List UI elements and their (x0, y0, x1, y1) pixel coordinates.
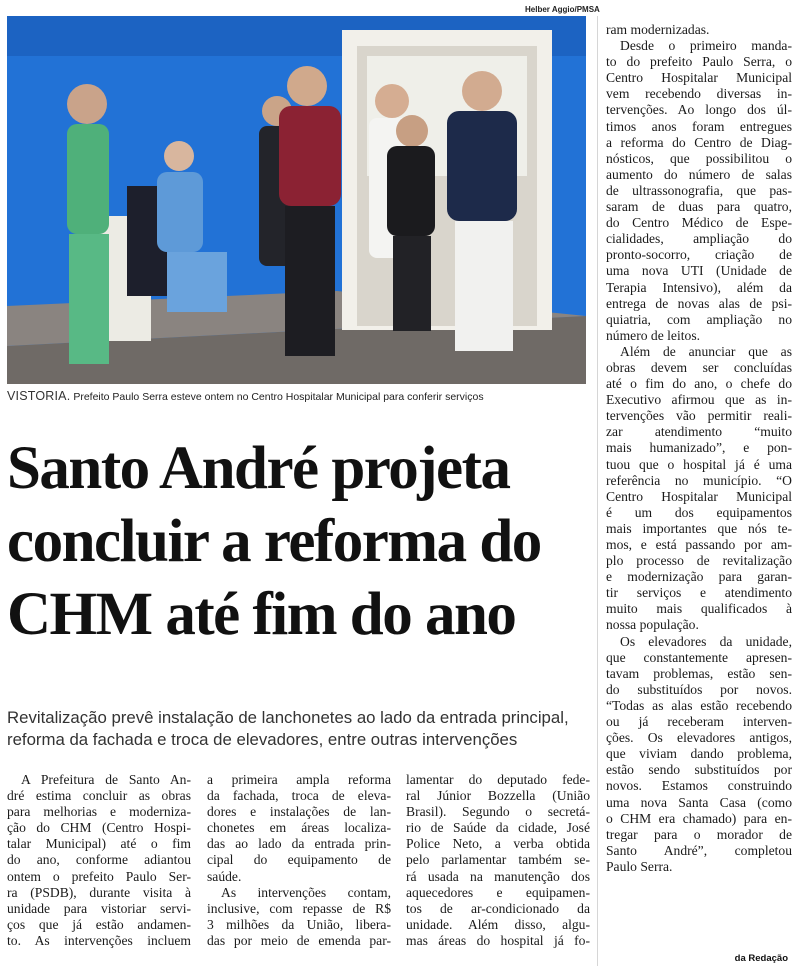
text-line: unidade. Além disso, algu- (406, 916, 590, 932)
text-line: ra (PSDB), durante visita à (7, 884, 191, 900)
headline-line: concluir a reforma do (7, 508, 541, 575)
text-line: cipal do equipamento de (207, 852, 391, 868)
text-line: tervenções vão permitir reali- (606, 408, 792, 424)
text-line: pelo parlamentar também se- (406, 852, 590, 868)
text-line: para melhorias e moderniza- (7, 804, 191, 820)
text-line: rá usada na manutenção dos (406, 868, 590, 884)
text-line: tuou que o hospital já é uma (606, 456, 792, 472)
text-line: ções. Os elevadores antigos, (606, 730, 792, 746)
caption-text: Prefeito Paulo Serra esteve ontem no Centro Hospitalar Municipal para conferir serviços (73, 391, 484, 403)
text-line: chonetes em áreas localiza- (207, 820, 391, 836)
photo-caption (7, 389, 592, 403)
text-line: é um dos equipamentos (606, 504, 792, 520)
text-line: Brasil). Segundo o secretá- (406, 804, 590, 820)
text-line: nossa população. (606, 617, 699, 633)
text-line: da fachada, troca de eleva- (207, 788, 391, 804)
text-line: do Centro Médico de Espe- (606, 215, 792, 231)
hospital-visit-photo (7, 16, 586, 384)
text-line: Centro Hospitalar Municipal (606, 70, 792, 86)
text-line: nósticos, que possibilitou o (606, 150, 792, 166)
text-line: até o fim do ano, o chefe do (606, 376, 792, 392)
text-line: “Todas as alas estão recebendo (606, 697, 792, 713)
text-line: tavam problemas, estão sen- (606, 665, 792, 681)
text-line: Terapia Intensivo), além da (606, 279, 792, 295)
text-line: obras devem ser concluídas (606, 359, 792, 375)
photo-credit: Helber Aggio/PMSA (525, 5, 600, 14)
text-line: do ano, conforme adiantou (7, 852, 191, 868)
text-line: tos de ar-condicionado da (406, 900, 590, 916)
text-line: As intervenções contam, (221, 884, 391, 900)
text-line: ou já receberam interven- (606, 714, 792, 730)
text-line: número de leitos. (606, 327, 701, 343)
text-line: to do prefeito Paulo Serra, o (606, 54, 792, 70)
text-line: quiatria, com ampliação no (606, 311, 792, 327)
text-line: Executivo afirmou que as in- (606, 392, 792, 408)
text-line: o CHM era chamado) para en- (606, 810, 792, 826)
text-column-2 (207, 772, 391, 949)
text-line: que viviam dando problema, (606, 746, 792, 762)
headline-line: Santo André projeta (7, 435, 510, 502)
text-line: Desde o primeiro manda- (620, 38, 792, 54)
text-line: ral Júnior Bozzella (União (406, 788, 590, 804)
text-line: mos, e está passando por am- (606, 537, 792, 552)
text-line: tregar para o morador de (606, 826, 792, 842)
text-column-1 (7, 772, 191, 949)
text-line: e modernização para garan- (606, 569, 792, 585)
text-line: vem recebendo diversas in- (606, 86, 792, 102)
text-line: timos anos foram entregues (606, 118, 792, 134)
text-column-4 (606, 22, 792, 875)
text-line: unidade para vistoriar servi- (7, 900, 191, 916)
text-line: talar Municipal) até o fim (7, 836, 191, 852)
text-line: ram modernizadas. (606, 22, 710, 37)
text-line: ços que já estão andamen- (7, 916, 191, 932)
subhead-line: Revitalização prevê instalação de lanchonetes ao lado da entrada principal, (7, 708, 569, 727)
text-line: estão sendo substituídos por (606, 762, 792, 778)
text-line: a reforma do Centro de Diag- (606, 134, 792, 150)
text-line: lamentar do deputado fede- (406, 772, 590, 787)
text-line: aumento do número de salas (606, 166, 792, 182)
text-line: que constantemente apresen- (606, 649, 792, 665)
caption-kicker: VISTORIA. (7, 389, 71, 403)
text-line: cialidades, ampliação do (606, 231, 792, 247)
text-line: 3 milhões da União, libera- (207, 916, 391, 932)
text-column-3 (406, 772, 590, 949)
subhead-line: reforma da fachada e troca de elevadores, entre outras intervenções (7, 730, 518, 749)
text-line: Santo André”, completou (606, 842, 792, 858)
text-line: novos. Estamos construindo (606, 778, 792, 794)
headline (7, 432, 592, 651)
text-line: mas áreas do hospital já fo- (406, 932, 590, 948)
text-line: plo processo de revitalização (606, 553, 792, 569)
text-line: das por meio de emenda par- (207, 932, 391, 948)
text-line: uma nova Santa Casa (como (606, 794, 792, 810)
text-line: entrega de novas alas de psi- (606, 295, 792, 311)
news-photo (7, 16, 586, 384)
text-line: ontem o prefeito Paulo Ser- (7, 868, 191, 884)
headline-line: CHM até fim do ano (7, 581, 516, 648)
text-line: pronto-socorro, criação de (606, 247, 792, 263)
text-line: tervenções. Ao longo dos úl- (606, 102, 792, 118)
text-line: inclusive, com repasse de R$ (207, 900, 391, 916)
text-line: tir serviços e atendimento (606, 585, 792, 601)
author-signoff: da Redação (734, 953, 788, 964)
text-line: mais importantes que nós te- (606, 520, 792, 536)
text-line: Além de anunciar que as (620, 343, 792, 359)
text-line: de ultrassonografia, que pas- (606, 182, 792, 198)
text-line: do substituídos por novos. (606, 681, 792, 697)
text-line: a primeira ampla reforma (207, 772, 391, 787)
text-line: ção do CHM (Centro Hospi- (7, 820, 191, 836)
text-line: mais humanizado”, e pon- (606, 440, 792, 456)
text-line: uma nova UTI (Unidade de (606, 263, 792, 279)
text-line: rio de Saúde da cidade, José (406, 820, 590, 836)
text-line: Os elevadores da unidade, (620, 633, 792, 649)
text-line: dores e instalações de lan- (207, 804, 391, 820)
text-line: saram de duas para quatro, (606, 199, 792, 215)
text-line: das ao lado da entrada prin- (207, 836, 391, 852)
column-divider (597, 16, 598, 966)
text-line: dré estima concluir as obras (7, 788, 191, 804)
text-line: Paulo Serra. (606, 858, 673, 874)
text-line: referência no município. “O (606, 472, 792, 488)
subheadline (7, 707, 592, 751)
text-line: saúde. (207, 868, 242, 884)
text-line: muito mais qualificados à (606, 601, 792, 617)
text-line: to. As intervenções incluem (7, 932, 191, 948)
text-line: A Prefeitura de Santo An- (21, 772, 191, 787)
text-line: Centro Hospitalar Municipal (606, 488, 792, 504)
text-line: Police Neto, a verba obtida (406, 836, 590, 852)
text-line: zar atendimento “muito (606, 424, 792, 440)
text-line: aquecedores e equipamen- (406, 884, 590, 900)
